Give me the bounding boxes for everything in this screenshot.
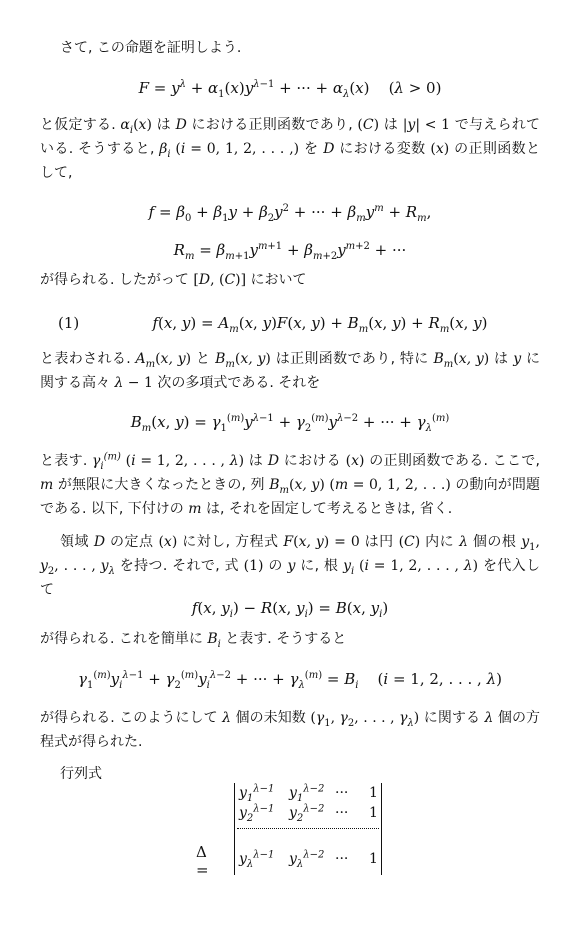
text-intro: さて, この命題を証明しよう.	[60, 40, 242, 56]
text-unknowns: が得られる. このようにして λ 個の未知数 ($\gamma_1$, $\gamma_2$, . . . , $\gamma_\lambda$) に関する λ 個の方程式が得られた.	[40, 710, 541, 750]
matrix-dotted-separator	[237, 828, 379, 829]
text-determinant-label: 行列式	[60, 766, 102, 782]
text-Bi: が得られる. これを簡単に $B_i$ と表す. そうすると	[40, 631, 347, 650]
text-roots: 領域 D の定点 (x) に対し, 方程式 F(x, y) = 0 は円 (C) 内に λ 個の根 $y_1$, $y_2$, . . . , $y_\lambda$ を持つ. それで, 式 (1) の y に, 根 $y_i$ (i = 1, 2, . . . , λ) を代入して	[40, 534, 541, 598]
equation-Rm: $R_m = \beta_{m+1}y^{m+1} + \beta_{m+2}y^{m+2}$ + ···	[173, 241, 407, 262]
text-therefore: が得られる. したがって [D, (C)] において	[40, 272, 307, 288]
equation-F: $F = y^\lambda + \alpha_1(x)y^{\lambda-1}$ + ··· + $\alpha_\lambda(x)$ (λ > 0)	[138, 79, 442, 100]
matrix-row-lambda: $y_\lambda^{\lambda-1}$ $y_\lambda^{\lambda-2}$ ··· 1	[239, 849, 378, 870]
text-gamma-functions: と表す. $\gamma_i^{(m)}$ (i = 1, 2, . . . , λ) は D における (x) の正則函数である. ここで, m が無限に大きくなったときの, 列 $B_m(x$, y) (m = 0, 1, 2, . . .) の動向が問題である. 以下, 下付けの m は, それを固定して考えるときは, 省く.	[40, 451, 540, 517]
matrix-row-2: $y_2^{\lambda-1}$ $y_2^{\lambda-2}$ ··· 1	[239, 803, 378, 824]
equation-number-1: (1)	[58, 314, 80, 332]
equation-system: $\gamma_1^{(m)}y_i^{\lambda-1} + \gamma_2^{(m)}y_i^{\lambda-2}$ + ··· + $\gamma_\lambda^{(m)} = B_i$ (i = 1, 2, . . . , λ)	[78, 670, 502, 691]
equation-1: f(x, $y) = A_m(x$, y)F(x, $y) + B_m(x$, $y) + R_m(x$, y)	[152, 314, 488, 335]
text-assumption: と仮定する. $\alpha_i(x)$ は D における正則函数であり, (C) は |y| < 1 で与えられている. そうすると, $\beta_i$ (i = 0, 1, 2, . . . ,) を D における変数 (x) の正則函数として,	[40, 117, 541, 181]
determinant-matrix	[234, 783, 382, 875]
matrix-row-1: $y_1^{\lambda-1}$ $y_1^{\lambda-2}$ ··· 1	[239, 783, 378, 804]
equation-substitution: f(x, $y_i) - R(x$, $y_i) = B(x$, $y_i$)	[191, 599, 389, 620]
determinant-lhs: Δ =	[196, 843, 209, 879]
text-polynomial: と表わされる. $A_m(x$, y) と $B_m(x$, y) は正則函数であり, 特に $B_m(x$, y) は y に関する高々 λ − 1 次の多項式である. それを	[40, 351, 540, 391]
equation-Bm: $B_m(x$, $y) = \gamma_1^{(m)}y^{\lambda-1} + \gamma_2^{(m)}y^{\lambda-2}$ + ··· + $\gamma_\lambda^{(m)}$	[130, 413, 450, 434]
equation-f-expansion: $f = \beta_0 + \beta_1y + \beta_2y^2$ + ··· + $\beta_my^m + R_m$,	[148, 203, 432, 224]
